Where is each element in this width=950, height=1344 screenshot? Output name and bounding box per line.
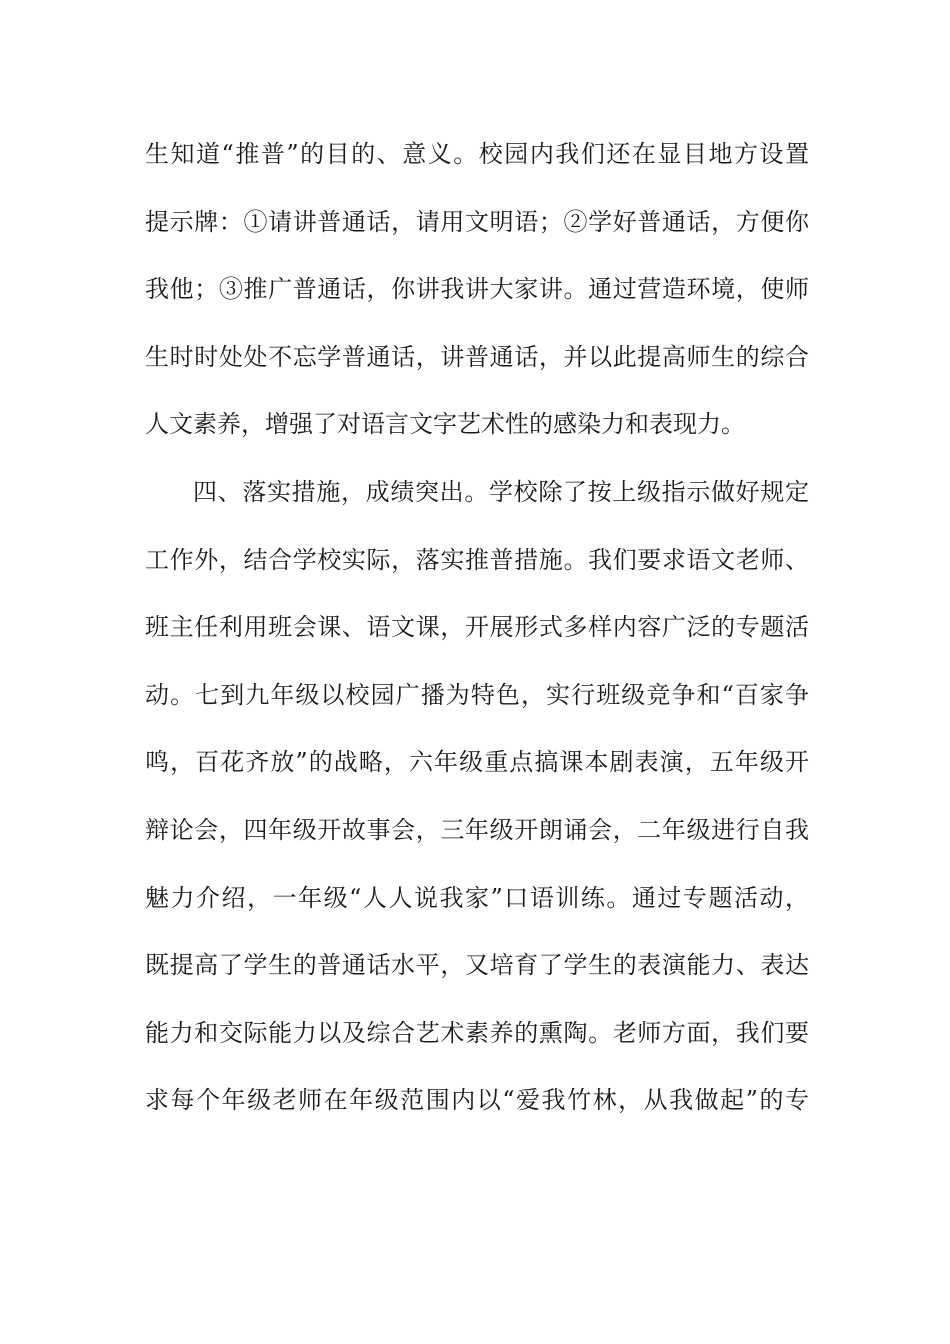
text-line-7: 工作外，结合学校实际，落实推普措施。我们要求语文老师、 — [145, 545, 809, 574]
text-line-5: 人文素养，增强了对语言文字艺术性的感染力和表现力。 — [145, 410, 745, 439]
text-line-14: 能力和交际能力以及综合艺术素养的熏陶。老师方面，我们要 — [145, 1018, 809, 1047]
text-line-3: 我他；③推广普通话，你讲我讲大家讲。通过营造环境，使师 — [145, 275, 809, 304]
text-line-10: 鸣，百花齐放”的战略，六年级重点搞课本剧表演，五年级开 — [145, 748, 809, 777]
text-line-1: 生知道“推普”的目的、意义。校园内我们还在显目地方设置 — [145, 140, 809, 168]
text-line-6: 四、落实措施，成绩突出。学校除了按上级指示做好规定 — [193, 477, 809, 506]
text-line-9: 动。七到九年级以校园广播为特色，实行班级竞争和“百家争 — [145, 680, 809, 709]
text-line-15: 求每个年级老师在年级范围内以“爱我竹林，从我做起”的专 — [145, 1086, 809, 1115]
text-line-12: 魅力介绍，一年级“人人说我家”口语训练。通过专题活动， — [145, 883, 809, 912]
text-line-11: 辩论会，四年级开故事会，三年级开朗诵会，二年级进行自我 — [145, 815, 809, 844]
text-line-8: 班主任利用班会课、语文课，开展形式多样内容广泛的专题活 — [145, 613, 809, 642]
body-text — [145, 126, 809, 1140]
text-line-2: 提示牌：①请讲普通话，请用文明语；②学好普通话，方便你 — [145, 207, 809, 236]
text-line-13: 既提高了学生的普通话水平，又培育了学生的表演能力、表达 — [145, 951, 809, 980]
text-line-4: 生时时处处不忘学普通话，讲普通话，并以此提高师生的综合 — [145, 342, 809, 371]
